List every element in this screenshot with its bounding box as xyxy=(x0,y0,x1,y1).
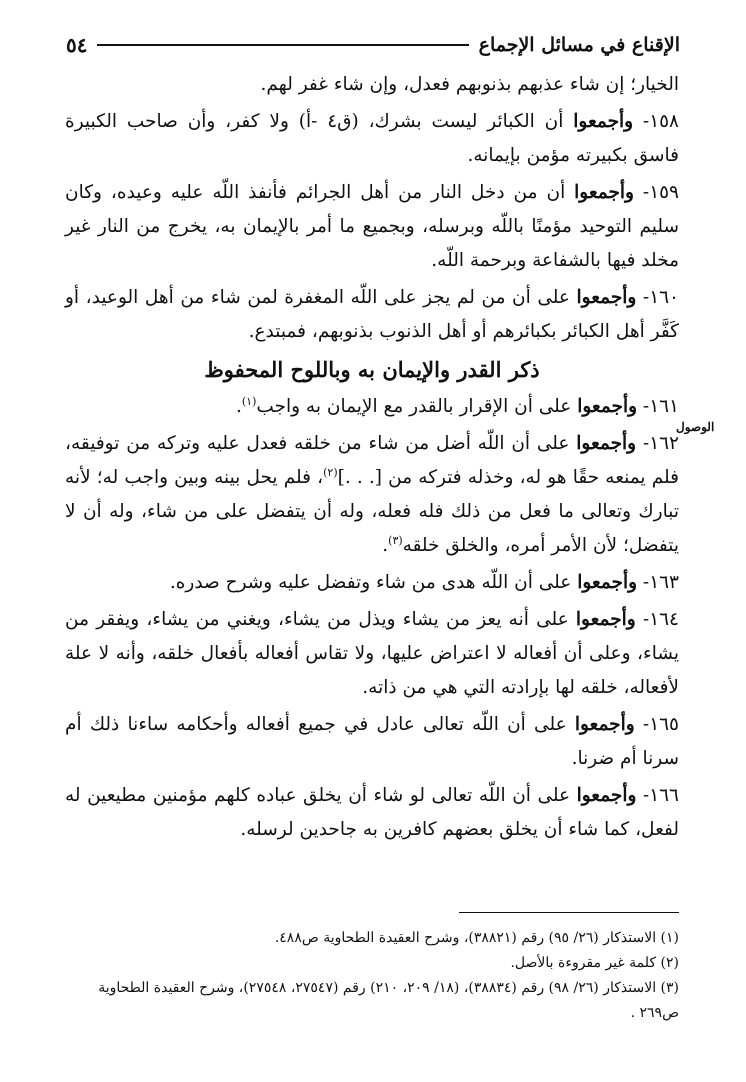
paragraph-text: على أن من لم يجز على اللّه المغفرة لمن شاء من أهل الوعيد، أو كَفَّر أهل الكبائر بكبائرهم أو أهل الذنوب بذنوبهم، فمبتدع. xyxy=(65,287,679,342)
item-number: ١٦٦- xyxy=(636,785,679,806)
section-heading: ذكر القدر والإيمان به وباللوح المحفوظ xyxy=(204,357,540,382)
lead-word: وأجمعوا xyxy=(576,433,637,454)
paragraph-162 xyxy=(65,427,679,563)
paragraph-163 xyxy=(65,566,679,600)
footnote-1: (١) الاستذكار (٢٦/ ٩٥) رقم (٣٨٨٢١)، وشرح العقيدة الطحاوية ص٤٨٨. xyxy=(274,930,679,946)
lead-word: وأجمعوا xyxy=(573,111,634,132)
paragraph-text: على أن الإقرار بالقدر مع الإيمان به واجب xyxy=(256,396,578,417)
paragraph-text: أن الكبائر ليست بشرك، (ق٤ -أ) ولا كفر، وأن صاحب الكبيرة فاسق بكبيرته مؤمن بإيمانه. xyxy=(65,111,679,166)
lead-word: وأجمعوا xyxy=(577,572,638,593)
paragraph-160 xyxy=(65,281,679,349)
paragraph-tail: . xyxy=(382,535,389,556)
item-number: ١٥٨- xyxy=(633,111,679,132)
paragraph-continued xyxy=(65,68,679,102)
footnote-ref[interactable]: (١) xyxy=(241,394,257,408)
lead-word: وأجمعوا xyxy=(574,714,635,735)
footnote-2: (٢) كلمة غير مقروءة بالأصل. xyxy=(510,955,679,971)
footnote-3: (٣) الاستذكار (٢٦/ ٩٨) رقم (٣٨٨٣٤)، (١٨/ ٢٠٩، ٢١٠) رقم (٢٧٥٤٧، ٢٧٥٤٨)، وشرح العقيدة الطحاوية ص٢٦٩ . xyxy=(98,980,679,1021)
paragraph-164 xyxy=(65,603,679,705)
item-number: ١٦٥- xyxy=(634,714,679,735)
paragraph-165 xyxy=(65,708,679,776)
paragraph-text: على أن اللّه أضل من شاء من خلقه فعدل عليه وتركه من توفيقه، فلم يمنعه حقًا هو له، وخذله فتركه من [. . .] xyxy=(65,433,679,488)
main-text xyxy=(65,68,679,850)
page-number: ٥٤ xyxy=(66,33,88,57)
item-number: ١٥٩- xyxy=(633,182,679,203)
paragraph-tail: ، فلم يحل بينه وبين واجب له؛ لأنه تبارك وتعالى ما فعل من ذلك فله فعله، وله أن يتفضل على من شاء، وله أن لا يتفضل؛ لأن الأمر أمره، والخلق خلقه xyxy=(65,467,679,556)
paragraph-text: الخيار؛ إن شاء عذبهم بذنوبهم فعدل، وإن شاء غفر لهم. xyxy=(260,74,679,95)
lead-word: وأجمعوا xyxy=(577,396,638,417)
lead-word: وأجمعوا xyxy=(576,785,637,806)
item-number: ١٦٤- xyxy=(635,609,679,630)
item-number: ١٦٠- xyxy=(636,287,679,308)
lead-word: وأجمعوا xyxy=(574,182,634,203)
paragraph-text: على أن اللّه تعالى لو شاء أن يخلق عباده كلهم مؤمنين مطيعين له لفعل، كما شاء أن يخلق بعضهم كافرين به جاحدين لرسله. xyxy=(65,785,679,840)
lead-word: وأجمعوا xyxy=(575,609,636,630)
paragraph-159 xyxy=(65,176,679,278)
item-number: ١٦٢- xyxy=(636,433,679,454)
paragraph-tail: . xyxy=(235,396,242,417)
footnote-ref[interactable]: (٣) xyxy=(388,533,403,547)
margin-note: الوصول xyxy=(676,420,715,434)
paragraph-text: أن من دخل النار من أهل الجرائم فأنفذ اللّه عليه وعيده، وكان سليم التوحيد مؤمنًا باللّه وبرسله، وبجميع ما أمر بالإيمان به، يخرج من النار غير مخلد فيها بالشفاعة وبرحمة اللّه. xyxy=(65,182,679,271)
paragraph-166 xyxy=(65,779,679,847)
item-number: ١٦٣- xyxy=(637,572,679,593)
paragraph-158 xyxy=(65,105,679,173)
footnote-ref[interactable]: (٢) xyxy=(323,465,338,479)
item-number: ١٦١- xyxy=(637,396,679,417)
running-header xyxy=(66,30,680,60)
paragraph-text: على أنه يعز من يشاء ويذل من يشاء، ويغني من يشاء، ويفقر من يشاء، وعلى أن أفعاله لا اعتراض عليها، ولا تقاس أفعاله بأفعال خلقه، وأنه لا علة لأفعاله، خلقه لها بإرادته التي هي من ذاته. xyxy=(65,609,679,698)
paragraph-text: على أن اللّه تعالى عادل في جميع أفعاله وأحكامه ساءنا ذلك أم سرنا أم ضرنا. xyxy=(65,714,679,769)
book-title: الإقناع في مسائل الإجماع xyxy=(478,34,680,56)
footnote-divider xyxy=(459,912,679,913)
header-rule xyxy=(97,44,468,46)
lead-word: وأجمعوا xyxy=(576,287,637,308)
paragraph-text: على أن اللّه هدى من شاء وتفضل عليه وشرح صدره. xyxy=(169,572,578,593)
footnotes xyxy=(65,926,679,1026)
paragraph-161 xyxy=(65,390,679,424)
